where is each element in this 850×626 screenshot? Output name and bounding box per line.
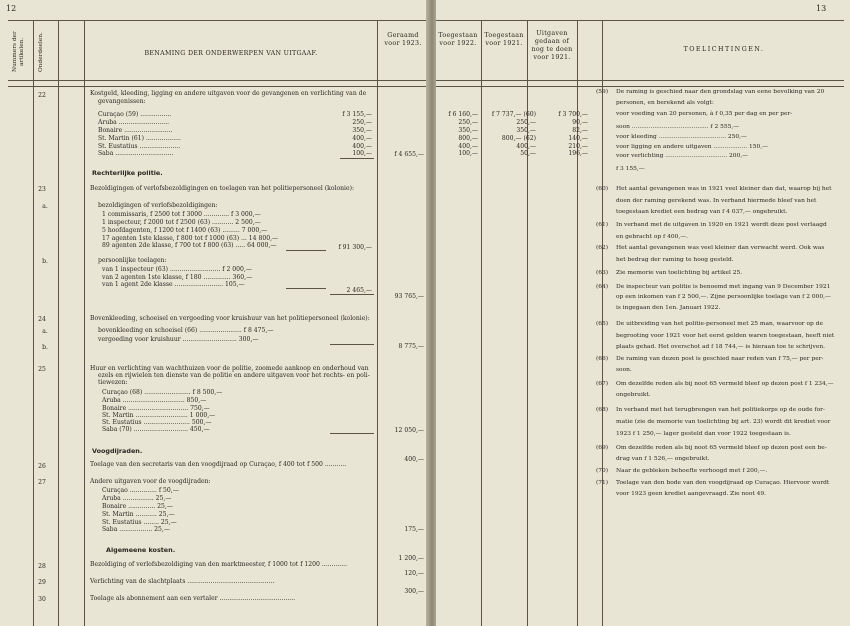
- note-text: voor verlichting ................................. 200,—: [616, 153, 748, 159]
- note-ref: (65): [596, 321, 609, 327]
- note-text: matie (zie de memorie van toelichting bij art. 23) wordt dit krediet voor: [616, 419, 831, 425]
- value-c22: 100,—: [458, 150, 478, 157]
- note-text: De raming is geschied naar den grondslag van eene bevolking van 20: [616, 89, 825, 95]
- value-c21b: 90,—: [572, 119, 588, 126]
- note-text: De inspecteur van politie is benoemd met ingang van 9 December 1921: [616, 284, 831, 290]
- note-text: plaats gehad. Het overschot ad f 18 744,— is hieraan toe te schrijven.: [616, 344, 825, 350]
- header-1921b: Uitgaven gedaan of nog te doen voor 1921.: [531, 30, 573, 61]
- section-algemeene-kosten: Algemeene kosten.: [106, 546, 176, 554]
- note-text: personen, en berekend als volgt:: [616, 100, 714, 106]
- value-c22: 250,—: [458, 119, 478, 126]
- value-c21b: 82,—: [572, 127, 588, 134]
- value-c21b: 140,—: [568, 135, 588, 142]
- note-text: begrooting voor 1921 voor het eerst gelden waren toegestaan, heeft niet: [616, 333, 835, 339]
- note-text: toegestaan krediet een bedrag van f 4 037,— ongebruikt.: [616, 209, 788, 215]
- note-text: en gebracht op f 400,—.: [616, 234, 688, 240]
- note-text: op een inkomen van f 2 500,—. Zijne persoonlijke toelage van f 2 000,—: [616, 294, 831, 300]
- note-text: soon.: [616, 367, 632, 373]
- note-ref: (63): [596, 270, 609, 276]
- header-1922: Toegestaan voor 1922.: [438, 32, 478, 47]
- note-text: is ingegaan den 1en. Januari 1922.: [616, 305, 721, 311]
- value-c22: f 6 160,—: [448, 111, 478, 118]
- header-number: Nummers der artikelen.: [12, 31, 25, 73]
- note-text: Om dezelfde reden als bij noot 65 vermeld bleef op dezen post een be-: [616, 445, 827, 451]
- note-text: Toelage van den bode van den voogdijraad op Curaçao. Hiervoor wordt: [616, 480, 830, 486]
- value-c21b: 210,—: [568, 143, 588, 150]
- note-text: Om dezelfde reden als bij noot 65 vermeld bleef op dezen post f 1 234,—: [616, 381, 834, 387]
- header-notes: TOELICHTINGEN.: [683, 46, 765, 53]
- value-c21: 350,—: [516, 127, 536, 134]
- note-text: ongebruikt.: [616, 392, 651, 398]
- value-c21: f 7 737,— (60): [491, 111, 536, 118]
- note-text: f 3 155,—: [616, 166, 645, 172]
- note-text: het bedrag der raming te hoog gesteld.: [616, 257, 734, 263]
- note-text: De uitbreiding van het politie-personeel met 25 man, waarvoor op de: [616, 321, 823, 327]
- value-c21b: f 3 700,—: [558, 111, 588, 118]
- note-text: Het aantal gevangenen was in 1921 veel kleiner dan dat, waarop bij het: [616, 186, 832, 192]
- note-text: In verband met het terugbrengen van het politiekorps op de oude for-: [616, 407, 825, 413]
- value-c22: 800,—: [458, 135, 478, 142]
- note-text: voor voeding van 20 personen, à f 0,35 per dag en per per-: [616, 111, 793, 117]
- note-ref: (59): [596, 89, 609, 95]
- note-text: Het aantal gevangenen was veel kleiner dan verwacht werd. Ook was: [616, 245, 825, 251]
- note-ref: (62): [596, 245, 609, 251]
- left-page: 12 Nummers der artikelen. Onderdeelen. BENAMING DER ONDERWERPEN VAN UITGAAF. Geraamd voor 1923. 22 Kostgeld, kleeding, ligging en andere uitgaven voor de gevangenen en verlichting van de gevangenissen: Curaçao (59) ................ f 3 155,— Aruba .......................... 250,— Bonaire ......................... 350,— St. Martin (61) .................. 400,— St. Eustatius ..................... 400,— Saba .............................. 100,— f 4 655,— Rechterlijke politie. 23 Bezoldigingen of verlofsbezoldigingen en toelagen van het politiepersoneel (kolonie): a. bezoldigingen of verlofsbezoldigingen: 1 commissaris, f 2500 tot f 3000 ............. f 3 000,— 1 inspecteur, f 2000 tot f 2500 (63) ........... 2 500,— 5 hoofdagenten, f 1200 tot f 1400 (63) ......... 7 000,— 17 agenten 1ste klasse, f 800 tot f 1000 (63) ... 14 800,— 89 agenten 2de klasse, f 700 tot f 800 (63) ..... 64 000,— f 91 300,— b. persoonlijke toelagen: van 1 inspecteur (63) .......................... f 2 000,— van 2 agenten 1ste klasse, f 180 .............. 360,— van 1 agent 2de klasse ......................... 105,— 2 465,— 93 765,— 24 Bovenkleeding, schoeisel en vergoeding voor kruishuur van het politiepersoneel (kolonie): a. bovenkleeding en schoeisel (66) ...................... f 8 475,— b. vergoeding voor kruishuur ............................ 300,— 8 775,— 25 Huur en verlichting van wachthuizen voor de politie, zoomede aankoop en onderhoud van ezels en rijwielen ten dienste van de politie en andere uitgaven voor het rechts- en poli- tiewezen: Curaçao (68) ........................ f 8 500,— Aruba ................................ 850,— Bonaire ............................... 750,— St. Martin ........................... 1 000,— St. Eustatius ........................ 500,— Saba (70) ............................ 450,— 12 050,— Voogdijraden. 26 Toelage van den secretaris van den voogdijraad op Curaçao, f 400 tot f 500 ........... 400,— 27 Andere uitgaven voor de voogdijraden: Curaçao .............. f 50,— Aruba ................ 25,— Bonaire .............. 25,— St. Martin ........... 25,— St. Eustatius ........ 25,— Saba ................. 25,— 175,— Algemeene kosten. 28 Bezoldiging of verlofsbezoldiging van den marktmeester, f 1000 tot f 1200 ............. 1 200,— 29 Verlichting van de slachtplaats ............................................. 120,— 30 Toelage als abonnement aan een vertaler ....................................... 300,—: [0, 0, 429, 626]
- note-text: voor 1923 geen krediet aangevraagd. Zie noot 49.: [616, 491, 766, 497]
- value-c21b: 196,—: [568, 150, 588, 157]
- value-c22: 350,—: [458, 127, 478, 134]
- note-text: 1923 f 1 250,— lager gesteld dan voor 1922 toegestaan is.: [616, 431, 791, 437]
- note-text: Zie memorie van toelichting bij artikel 25.: [616, 270, 743, 276]
- header-1923: Geraamd voor 1923.: [384, 32, 422, 47]
- note-ref: (60): [596, 186, 609, 192]
- value-c22: 400,—: [458, 143, 478, 150]
- note-ref: (70): [596, 468, 609, 474]
- header-name: BENAMING DER ONDERWERPEN VAN UITGAAF.: [144, 50, 318, 57]
- note-ref: (61): [596, 222, 609, 228]
- note-text: De raming van dezen post is geschied naar reden van f 75,— per per-: [616, 356, 824, 362]
- note-ref: (68): [596, 407, 609, 413]
- section-voogdijraden: Voogdijraden.: [92, 447, 143, 455]
- left-page-number: 12: [6, 4, 17, 13]
- art22-text: Kostgeld, kleeding, ligging en andere uitgaven voor de gevangenen en verlichting van de: [90, 90, 367, 97]
- note-ref: (67): [596, 381, 609, 387]
- note-text: In verband met de uitgaven in 1920 en 1921 werdt deze post verlaagd: [616, 222, 827, 228]
- note-text: doen der raming gerekend was. In verband hiermede bleef van het: [616, 198, 817, 204]
- note-ref: (66): [596, 356, 609, 362]
- note-text: voor kleeding .................................... 250,—: [616, 134, 747, 140]
- value-c21: 800,— (62): [501, 135, 536, 142]
- note-ref: (69): [596, 445, 609, 451]
- section-rechterlijke-politie: Rechterlijke politie.: [92, 169, 163, 177]
- value-c21: 400,—: [516, 143, 536, 150]
- right-page-number: 13: [816, 4, 827, 13]
- note-ref: (64): [596, 284, 609, 290]
- note-text: drag van f 1 526,— ongebruikt.: [616, 456, 710, 462]
- note-text: Naar de gebleken behoefte verhoogd met f 200,—.: [616, 468, 768, 474]
- note-text: soon ......................................... f 2 555,—: [616, 124, 740, 130]
- note-text: voor ligging en andere uitgaven .................. 150,—: [616, 144, 769, 150]
- value-c21: 50,—: [520, 150, 536, 157]
- value-c21: 250,—: [516, 119, 536, 126]
- header-1921a: Toegestaan voor 1921.: [484, 32, 524, 47]
- note-ref: (71): [596, 480, 609, 486]
- header-sub: Onderdeelen.: [38, 32, 44, 72]
